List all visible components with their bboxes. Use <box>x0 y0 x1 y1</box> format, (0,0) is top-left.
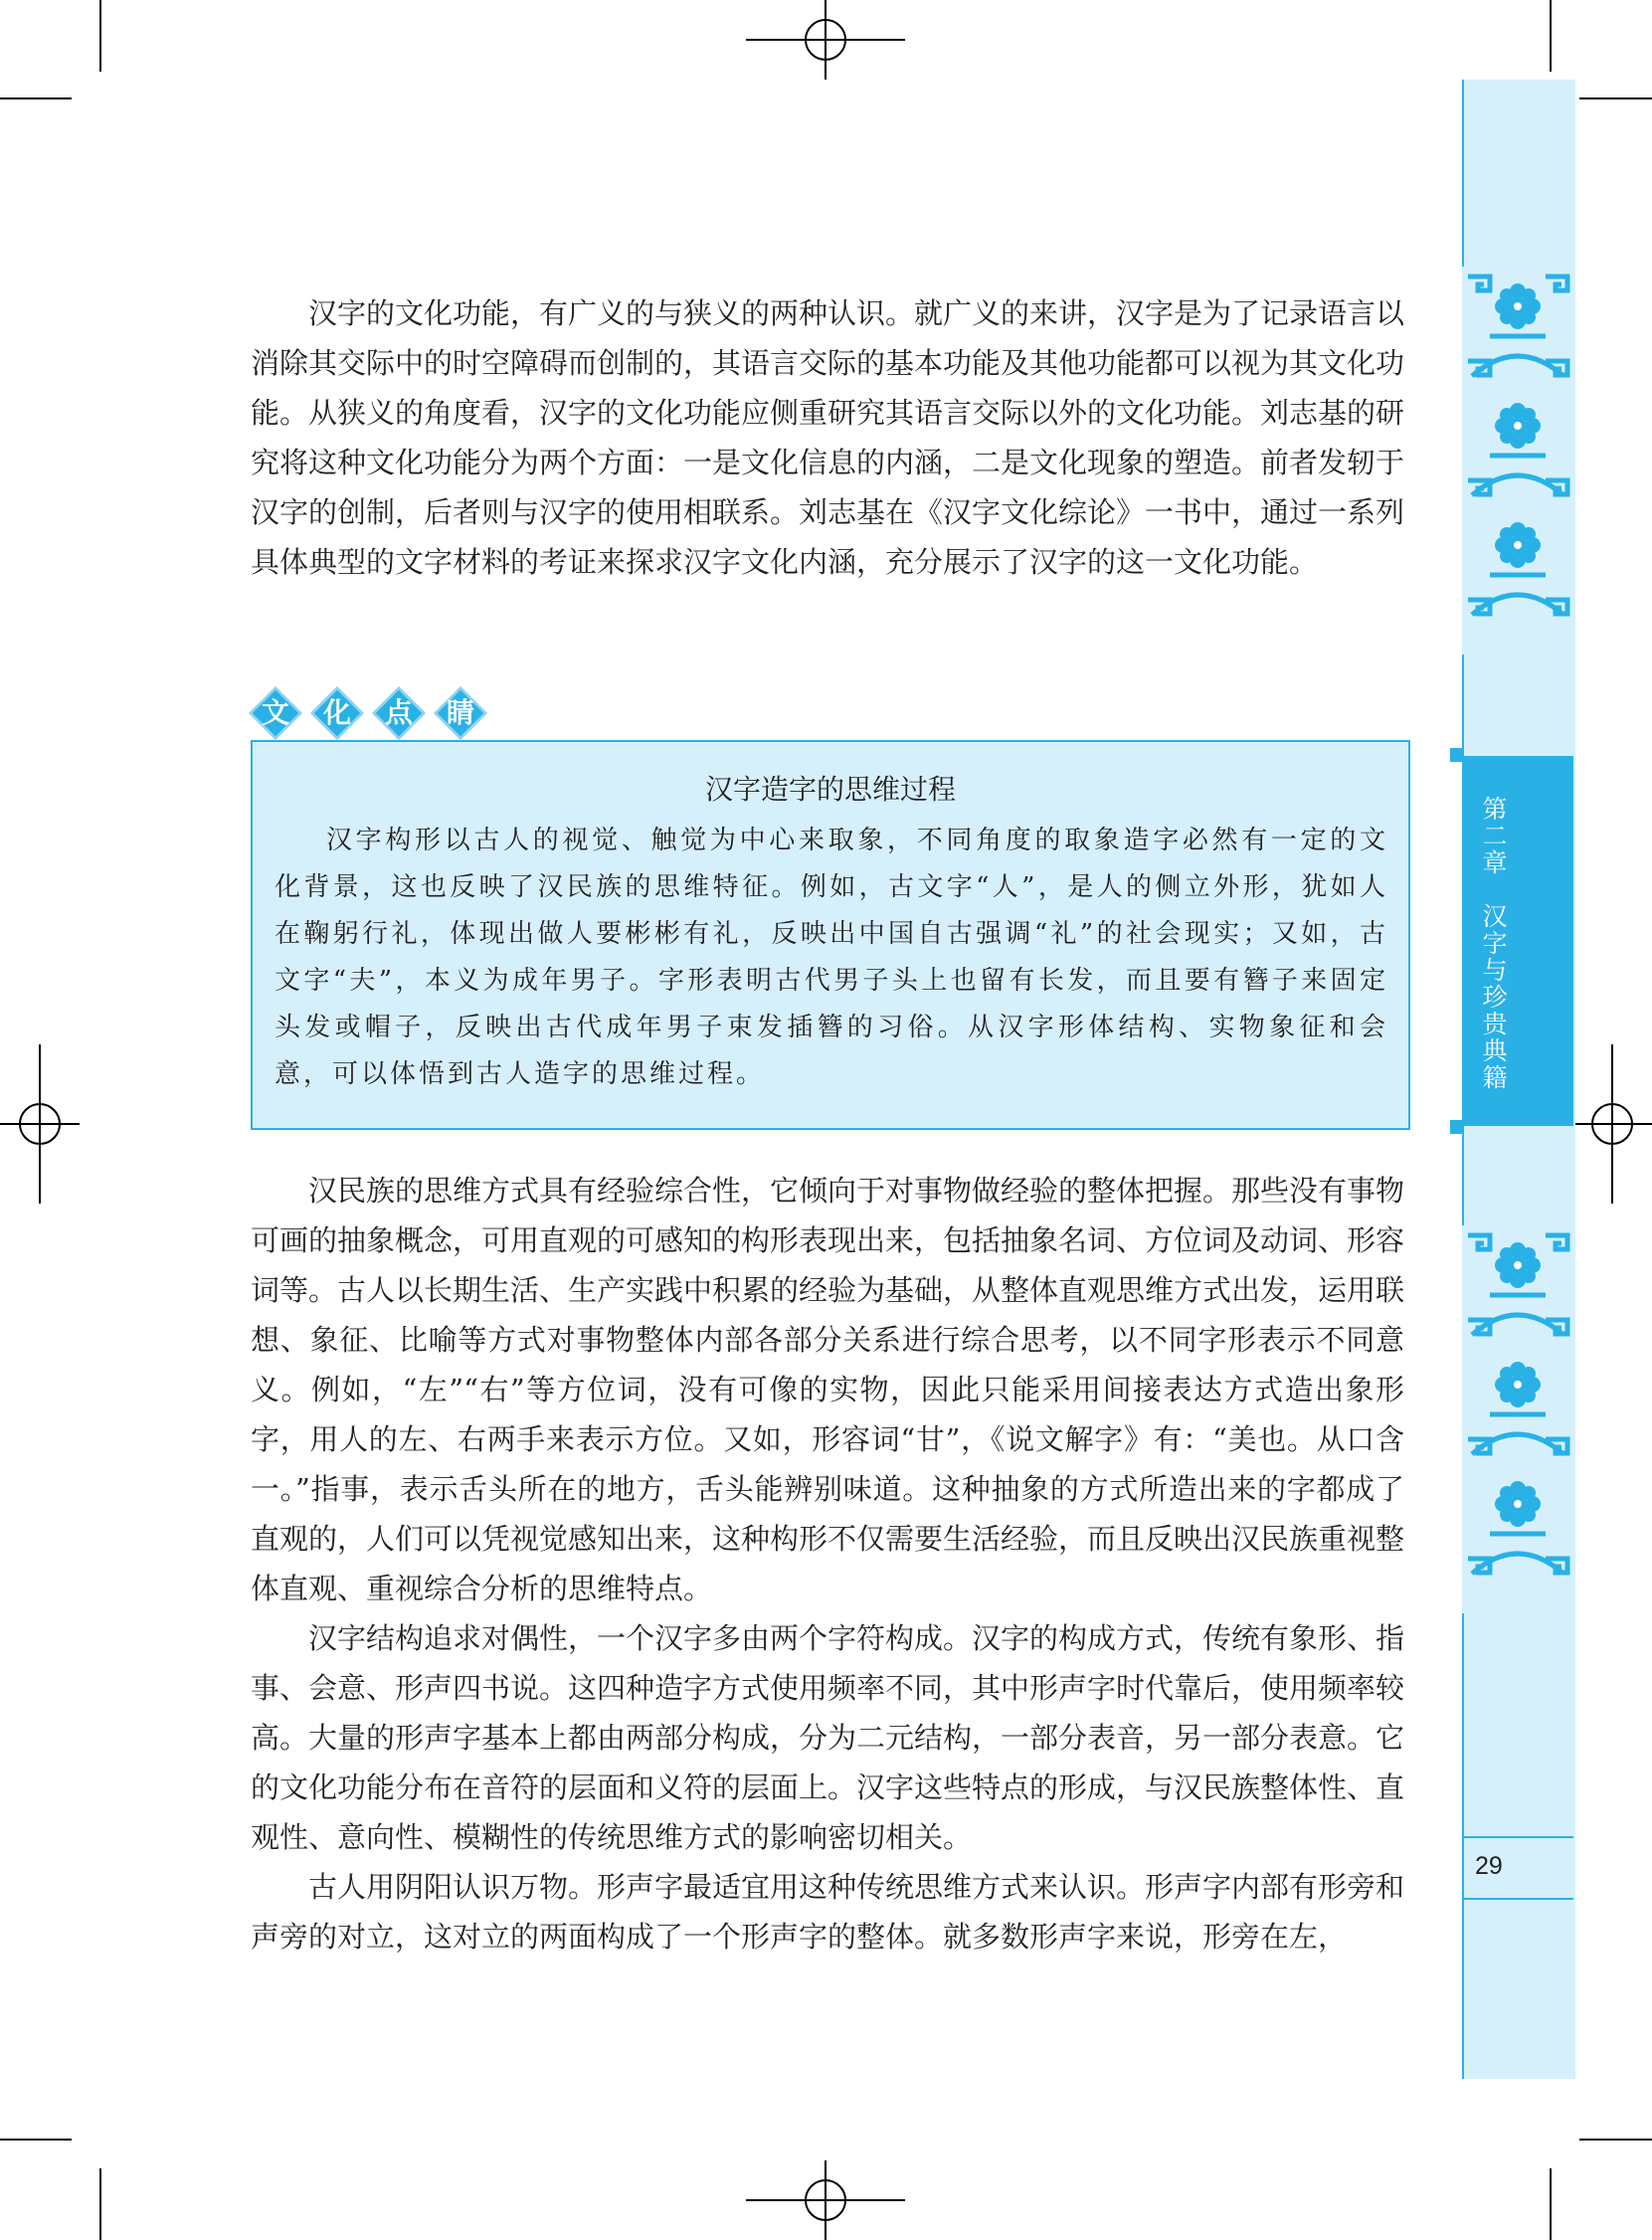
body-text-top <box>251 288 1404 587</box>
crop-mark <box>0 2139 72 2141</box>
body-text-bottom <box>251 1166 1404 1961</box>
tag-char: 化 <box>322 696 351 729</box>
chapter-tab-notch <box>1450 748 1464 762</box>
registration-mark <box>0 1044 80 1204</box>
paragraph: 汉字结构追求对偶性，一个汉字多由两个字符构成。汉字的构成方式，传统有象形、指事、会意、形声四书说。这四种造字方式使用频率不同，其中形声字时代靠后，使用频率较高。大量的形声字基本上都由两部分构成，分为二元结构，一部分表音，另一部分表意。它的文化功能分布在音符的层面和义符的层面上。汉字这些特点的形成，与汉民族整体性、直观性、意向性、模糊性的传统思维方式的影响密切相关。 <box>251 1621 1405 1854</box>
paragraph: 汉民族的思维方式具有经验综合性，它倾向于对事物做经验的整体把握。那些没有事物可画的抽象概念，可用直观的可感知的构形表现出来，包括抽象名词、方位词及动词、形容词等。古人以长期生活、生产实践中积累的经验为基础，从整体直观思维方式出发，运用联想、象征、比喻等方式对事物整体内部各部分关系进行综合思考，以不同字形表示不同意义。例如，“左”“右”等方位词，没有可像的实物，因此只能采用间接表达方式造出象形字，用人的左、右两手来表示方位。又如，形容词“甘”，《说文解字》有：“美也。从口含一。”指事，表示舌头所在的地方，舌头能辨别味道。这种抽象的方式所造出来的字都成了直观的，人们可以凭视觉感知出来，这种构形不仅需要生活经验，而且反映出汉民族重视整体直观、重视综合分析的思维特点。 <box>251 1174 1405 1605</box>
ornamental-pattern <box>1462 1225 1573 1613</box>
registration-mark <box>746 2160 905 2240</box>
page-number: 29 <box>1475 1852 1503 1880</box>
callout-body <box>275 818 1388 1098</box>
paragraph: 汉字的文化功能，有广义的与狭义的两种认识。就广义的来讲，汉字是为了记录语言以消除其交际中的时空障碍而创制的，其语言交际的基本功能及其他功能都可以视为其文化功能。从狭义的角度看，汉字的文化功能应侧重研究其语言交际以外的文化功能。刘志基的研究将这种文化功能分为两个方面：一是文化信息的内涵，二是文化现象的塑造。前者发轫于汉字的创制，后者则与汉字的使用相联系。刘志基在《汉字文化综论》一书中，通过一系列具体典型的文字材料的考证来探求汉字文化内涵，充分展示了汉字的这一文化功能。 <box>251 296 1405 579</box>
crop-mark <box>99 2168 101 2240</box>
registration-mark <box>1572 1044 1652 1204</box>
chapter-label: 第二章 汉字与珍贵典籍 <box>1479 796 1508 1091</box>
crop-mark <box>1550 2168 1552 2240</box>
tag-char: 点 <box>384 696 413 729</box>
ornamental-pattern <box>1462 267 1573 654</box>
tag-char: 文 <box>261 696 289 729</box>
registration-mark <box>746 0 905 80</box>
crop-mark <box>99 0 101 72</box>
chapter-tab-notch <box>1450 1120 1464 1134</box>
page-number-rule <box>1462 1836 1573 1838</box>
crop-mark <box>1579 2139 1652 2141</box>
tag-char: 睛 <box>446 696 474 729</box>
paragraph: 汉字构形以古人的视觉、触觉为中心来取象，不同角度的取象造字必然有一定的文化背景，这也反映了汉民族的思维特征。例如，古文字“人”，是人的侧立外形，犹如人在鞠躬行礼，体现出做人要彬彬有礼，反映出中国自古强调“礼”的社会现实；又如，古文字“夫”，本义为成年男子。字形表明古代男子头上也留有长发，而且要有簪子来固定头发或帽子，反映出古代成年男子束发插簪的习俗。从汉字形体结构、实物象征和会意，可以体悟到古人造字的思维过程。 <box>275 826 1388 1089</box>
page-number-rule <box>1462 1898 1573 1900</box>
callout-title: 汉字造字的思维过程 <box>704 773 956 806</box>
crop-mark <box>1550 0 1552 72</box>
paragraph: 古人用阴阳认识万物。形声字最适宜用这种传统思维方式来认识。形声字内部有形旁和声旁的对立，这对立的两面构成了一个形声字的整体。就多数形声字来说，形旁在左， <box>251 1870 1405 1954</box>
crop-mark <box>1579 97 1652 99</box>
crop-mark <box>0 97 72 99</box>
